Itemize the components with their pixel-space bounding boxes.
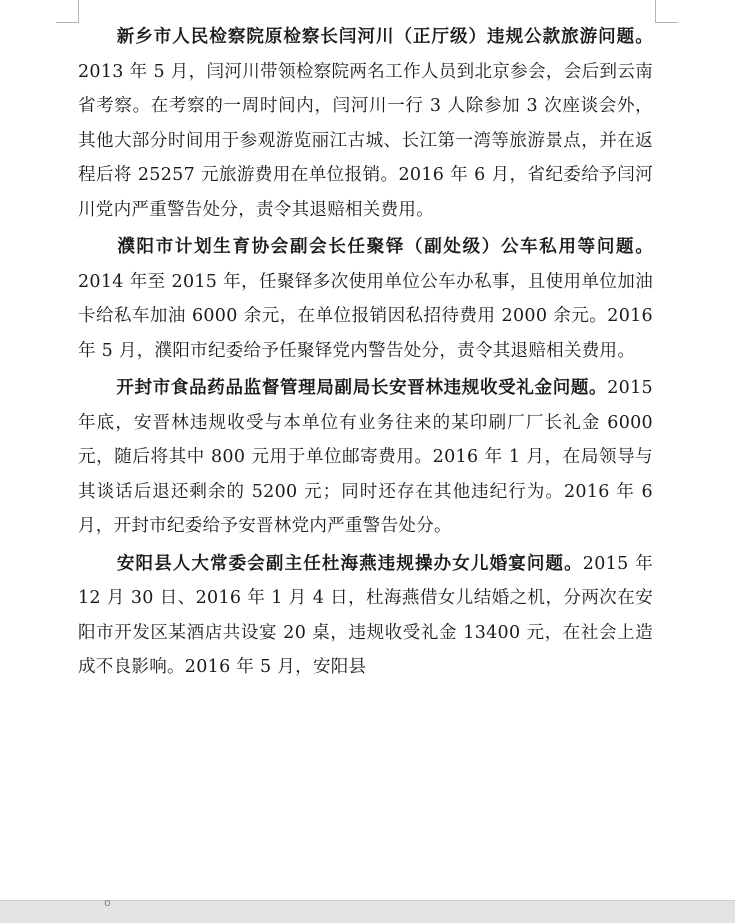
paragraph-4-lead: 安阳县人大常委会副主任杜海燕违规操办女儿婚宴问题。 [116, 553, 583, 574]
paragraph-3-lead: 开封市食品药品监督管理局副局长安晋林违规收受礼金问题。 [116, 378, 608, 398]
paragraph-3[interactable] [78, 371, 653, 544]
document-body[interactable] [78, 20, 653, 688]
paragraph-1-body: 2013 年 5 月，闫河川带领检察院两名工作人员到北京参会，会后到云南省考察。在考察的一周时间内，闫河川一行 3 人除参加 3 次座谈会外，其他大部分时间用于参观游览丽江古城、长江第一湾等旅游景点，并在返程后将 25257 元旅游费用在单位报销。2016 年 6 月，省纪委给予闫河川党内严重警告处分，责令其退赔相关费用。 [78, 61, 653, 220]
paragraph-4-body: 2015 年 12 月 30 日、2016 年 1 月 4 日，杜海燕借女儿结婚之机，分两次在安阳市开发区某酒店共设宴 20 桌，违规收受礼金 13400 元，在社会上造成不良影响。2016 年 5 月，安阳县 [78, 553, 654, 677]
paragraph-4[interactable] [78, 547, 653, 685]
paragraph-1[interactable] [78, 20, 653, 227]
paragraph-1-lead: 新乡市人民检察院原检察长闫河川（正厅级）违规公款旅游问题。 [116, 27, 653, 47]
paragraph-2-lead: 濮阳市计划生育协会副会长任聚铎（副处级）公车私用等问题。 [116, 237, 653, 257]
crop-mark-top-right [655, 0, 678, 23]
crop-mark-top-left [56, 0, 79, 23]
paragraph-2[interactable] [78, 230, 653, 368]
paragraph-3-body: 2015 年底，安晋林违规收受与本单位有业务往来的某印刷厂厂长礼金 6000 元，随后将其中 800 元用于单位邮寄费用。2016 年 1 月，在局领导与其谈话后退还剩余的 5200 元；同时还存在其他违纪行为。2016 年 6 月，开封市纪委给予安晋林党内严重警告处分。 [78, 378, 653, 536]
status-bar [0, 896, 735, 923]
paragraph-2-body: 2014 年至 2015 年，任聚铎多次使用单位公车办私事，且使用单位加油卡给私车加油 6000 余元，在单位报销因私招待费用 2000 余元。2016 年 5 月，濮阳市纪委给予任聚铎党内警告处分，责令其退赔相关费用。 [78, 271, 653, 361]
page-marker: o [104, 896, 111, 909]
